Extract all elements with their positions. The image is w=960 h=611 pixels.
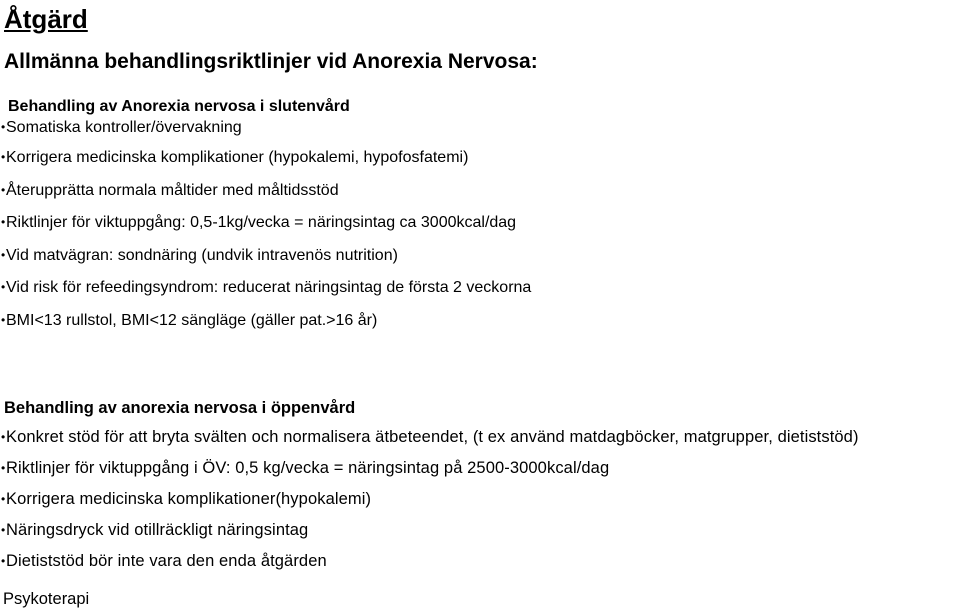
list-item — [0, 425, 859, 456]
trailing-list-item: Psykoterapi — [3, 590, 90, 608]
list-item — [0, 487, 859, 518]
page-heading: Åtgärd — [4, 4, 88, 34]
list-item-text: Korrigera medicinska komplikationer (hypokalemi, hypofosfatemi) — [6, 149, 469, 166]
list-item-text: Riktlinjer för viktuppgång i ÖV: 0,5 kg/vecka = näringsintag på 2500-3000kcal/dag — [6, 459, 610, 477]
page-subtitle: Allmänna behandlingsriktlinjer vid Anorexia Nervosa: — [4, 50, 538, 73]
inpatient-guideline-list — [0, 116, 531, 341]
list-item-text: BMI<13 rullstol, BMI<12 sängläge (gäller pat.>16 år) — [6, 311, 378, 329]
list-item — [0, 549, 859, 580]
section-title-inpatient: Behandling av Anorexia nervosa i slutenvård — [8, 98, 350, 115]
section-title-outpatient: Behandling av anorexia nervosa i öppenvård — [4, 399, 356, 417]
list-item-text: Återupprätta normala måltider med måltidsstöd — [6, 181, 339, 199]
list-item — [0, 456, 859, 487]
list-item — [0, 244, 531, 277]
list-item-text: Vid matvägran: sondnäring (undvik intravenös nutrition) — [6, 246, 398, 264]
list-item-text: Näringsdryck vid otillräckligt näringsintag — [6, 521, 309, 539]
list-item — [0, 211, 531, 244]
list-item-text: Riktlinjer för viktuppgång: 0,5-1kg/vecka = näringsintag ca 3000kcal/dag — [6, 214, 517, 231]
list-item-text: Korrigera medicinska komplikationer(hypokalemi) — [6, 490, 372, 508]
list-item — [0, 116, 531, 146]
outpatient-guideline-list — [0, 425, 859, 580]
list-item-text: Konkret stöd för att bryta svälten och normalisera ätbeteendet, (t ex använd matdagböcker, matgrupper, dietiststöd) — [6, 428, 859, 446]
list-item-text: Dietiststöd bör inte vara den enda åtgärden — [6, 552, 327, 570]
list-item-text: Vid risk för refeedingsyndrom: reducerat näringsintag de första 2 veckorna — [6, 279, 532, 296]
list-item — [0, 518, 859, 549]
list-item — [0, 309, 531, 342]
list-item — [0, 276, 531, 309]
list-item-text: Somatiska kontroller/övervakning — [6, 119, 242, 136]
list-item — [0, 146, 531, 179]
list-item — [0, 179, 531, 212]
